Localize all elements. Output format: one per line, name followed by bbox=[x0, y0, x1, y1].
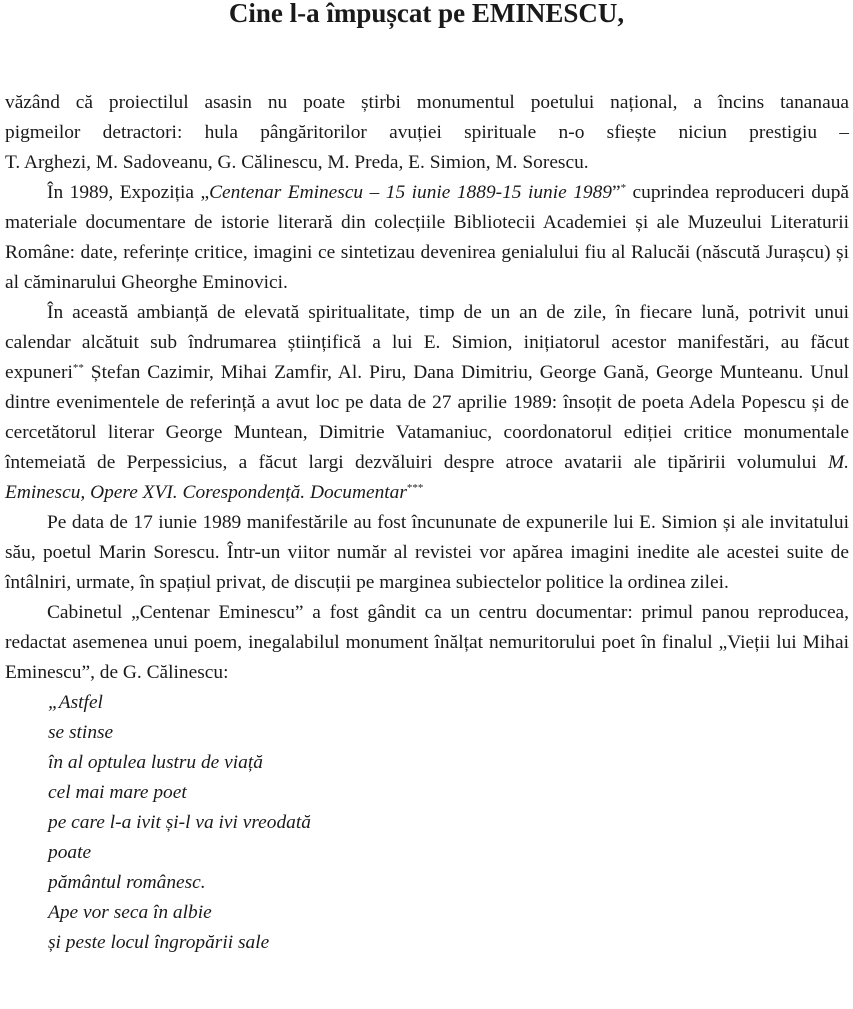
paragraph-2-lead: În 1989, Expoziția „ bbox=[47, 182, 210, 203]
poem-line: pe care l-a ivit și-l va ivi vreodată bbox=[48, 812, 311, 833]
paragraph-3-text: Ștefan Cazimir, Mihai Zamfir, Al. Piru, Dana Dimitriu, George Gană, George Munteanu. Unul dintre evenimentele de referință a avut loc pe data de 27 aprilie 1989: însoțit de poeta Adela Popescu și de cercetătorul literar George Muntean, Dimitrie Vatamaniuc, coordonatorul ediției critice monumentale întemeiată de Perpessicius, a făcut largi dezvăluiri despre atroce avatarii ale tipăririi volumului bbox=[5, 362, 849, 473]
poem-line: în al optulea lustru de viață bbox=[48, 752, 263, 773]
poem-line: și peste locul îngropării sale bbox=[48, 932, 270, 953]
volume-title: M. Eminescu, Opere XVI. Corespondență. Documentar bbox=[5, 452, 849, 503]
poem-line: pământul românesc. bbox=[48, 872, 206, 893]
poem-line: „Astfel bbox=[48, 692, 103, 713]
article-body bbox=[5, 88, 849, 958]
footnote-marker-2: ** bbox=[72, 362, 84, 374]
poem-line: cel mai mare poet bbox=[48, 782, 187, 803]
exhibition-title-close-quote: ” bbox=[611, 182, 621, 203]
paragraph-5: Cabinetul „Centenar Eminescu” a fost gândit ca un centru documentar: primul panou reproducea, redactat asemenea unui poem, inegalabilul monument înălțat nemuritorului poet în finalul „Vieții lui Mihai Eminescu”, de G. Călinescu: bbox=[5, 602, 849, 683]
poem-line: se stinse bbox=[48, 722, 114, 743]
paragraph-1-line-2: pigmeilor detractori: hula pângăritorilor avuției spirituale n-o sfiește niciun prestigiu – bbox=[5, 122, 849, 143]
poem-line: Ape vor seca în albie bbox=[48, 902, 212, 923]
footnote-marker-3: *** bbox=[406, 482, 424, 494]
exhibition-title: Centenar Eminescu – 15 iunie 1889-15 iunie 1989 bbox=[209, 182, 612, 203]
paragraph-2-text: cuprindea reproduceri după materiale documentare de istorie literară din colecțiile Bibliotecii Academiei și ale Muzeului Literaturii Române: date, referințe critice, imagini ce sintetizau devenirea genialului fiu al Ralucăi (născută Jurașcu) și al căminarului Gheorghe Eminovici. bbox=[5, 182, 849, 293]
page-title: Cine l-a împușcat pe EMINESCU, bbox=[228, 0, 625, 28]
paragraph-3-lead: În această ambianță de elevată spiritualitate, timp de un an de zile, în fiecare lună, potrivit unui calendar alcătuit sub îndrumarea științifică a lui E. Simion, inițiatorul acestor manifestări, au făcut expuneri bbox=[5, 302, 849, 383]
paragraph-1-line-3: T. Arghezi, M. Sadoveanu, G. Călinescu, M. Preda, E. Simion, M. Sorescu. bbox=[5, 152, 589, 173]
poem-quote bbox=[5, 688, 849, 958]
poem-line: poate bbox=[48, 842, 92, 863]
paragraph-2 bbox=[5, 178, 849, 298]
paragraph-4: Pe data de 17 iunie 1989 manifestările au fost încununate de expunerile lui E. Simion și ale invitatului său, poetul Marin Sorescu. Într-un viitor număr al revistei vor apărea imagini inedite ale acestei suite de întâlniri, urmate, în spațiul privat, de discuții pe marginea subiectelor politice la ordinea zilei. bbox=[5, 512, 849, 593]
paragraph-3 bbox=[5, 298, 849, 508]
footnote-marker-1: * bbox=[620, 182, 627, 194]
paragraph-1-line-1: văzând că proiectilul asasin nu poate știrbi monumentul poetului național, a încins tananaua bbox=[5, 92, 849, 113]
